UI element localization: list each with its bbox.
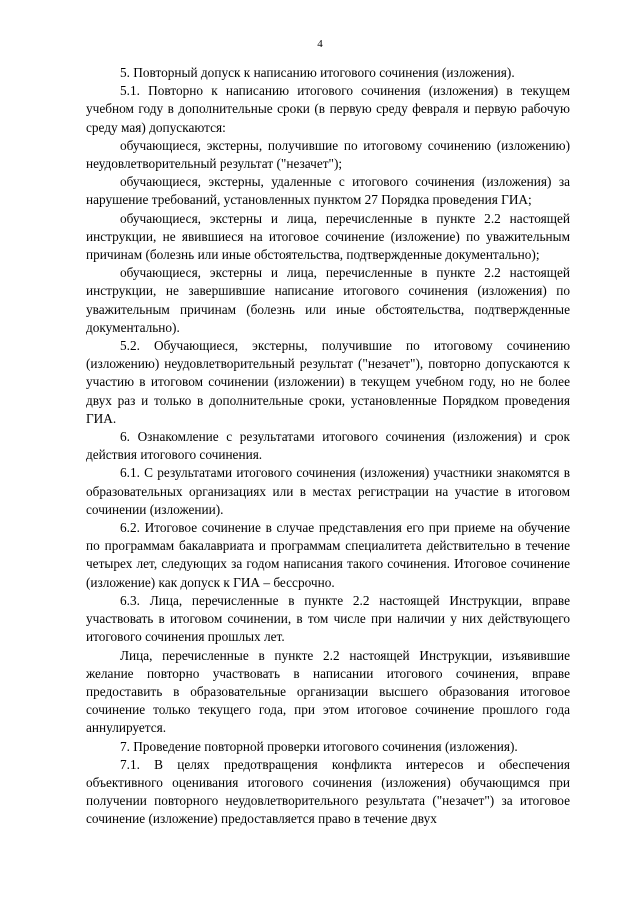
page-number: 4 — [317, 38, 323, 50]
section-5-heading: 5. Повторный допуск к написанию итогового сочинения (изложения). — [120, 65, 515, 80]
section-6-heading: 6. Ознакомление с результатами итогового сочинения (изложения) и срок действия итогового сочинения. — [86, 429, 570, 463]
document-body — [86, 64, 570, 829]
clause-5-1-item-3: обучающиеся, экстерны и лица, перечисленные в пункте 2.2 настоящей инструкции, не явившиеся на итоговое сочинение (изложение) по уважительным причинам (болезнь или иные обстоятельства, подтвержденные документально); — [86, 210, 570, 263]
clause-5-1-item-1: обучающиеся, экстерны, получившие по итоговому сочинению (изложению) неудовлетворительный результат ("незачет"); — [86, 137, 570, 172]
clause-6-3-continuation: Лица, перечисленные в пункте 2.2 настоящей Инструкции, изъявившие желание повторно участвовать в написании итогового сочинения, вправе предоставить в образовательные организации высшего образования итоговое сочинение только текущего года, при этом итоговое сочинение прошлого года аннулируется. — [86, 647, 570, 736]
clause-5-1-item-4: обучающиеся, экстерны и лица, перечисленные в пункте 2.2 настоящей инструкции, не завершившие написание итогового сочинения (изложения) по уважительным причинам (болезнь или иные обстоятельства, подтвержденные документально). — [86, 265, 570, 335]
section-7-heading: 7. Проведение повторной проверки итогового сочинения (изложения). — [120, 738, 518, 754]
clause-5-2: 5.2. Обучающиеся, экстерны, получившие по итоговому сочинению (изложению) неудовлетворительный результат ("незачет"), повторно допускаются к участию в итоговом сочинении (изложении) в текущем учебном году, но не более двух раз и только в дополнительные сроки, установленные Порядком проведения ГИА. — [86, 338, 570, 426]
clause-6-2: 6.2. Итоговое сочинение в случае представления его при приеме на обучение по программам бакалавриата и программам специалитета действительно в течение четырех лет, следующих за годом написания такого сочинения. Итоговое сочинение (изложение) как допуск к ГИА – бессрочно. — [86, 520, 570, 590]
clause-7-1: 7.1. В целях предотвращения конфликта интересов и обеспечения объективного оценивания итогового сочинения (изложения) обучающимся при получении повторного неудовлетворительного результата ("незачет") за итоговое сочинение (изложение) предоставляется право в течение двух — [86, 756, 570, 827]
clause-6-1: 6.1. С результатами итогового сочинения (изложения) участники знакомятся в образовательных организациях или в местах регистрации на участие в итоговом сочинении (изложении). — [86, 465, 570, 517]
clause-5-1: 5.1. Повторно к написанию итогового сочинения (изложения) в текущем учебном году в дополнительные сроки (в первую среду февраля и первую рабочую среду мая) допускаются: — [86, 83, 570, 135]
clause-5-1-item-2: обучающиеся, экстерны, удаленные с итогового сочинения (изложения) за нарушение требований, установленных пунктом 27 Порядка проведения ГИА; — [86, 174, 570, 208]
clause-6-3: 6.3. Лица, перечисленные в пункте 2.2 настоящей Инструкции, вправе участвовать в итоговом сочинении, в том числе при наличии у них действующего итогового сочинения прошлых лет. — [86, 592, 570, 645]
